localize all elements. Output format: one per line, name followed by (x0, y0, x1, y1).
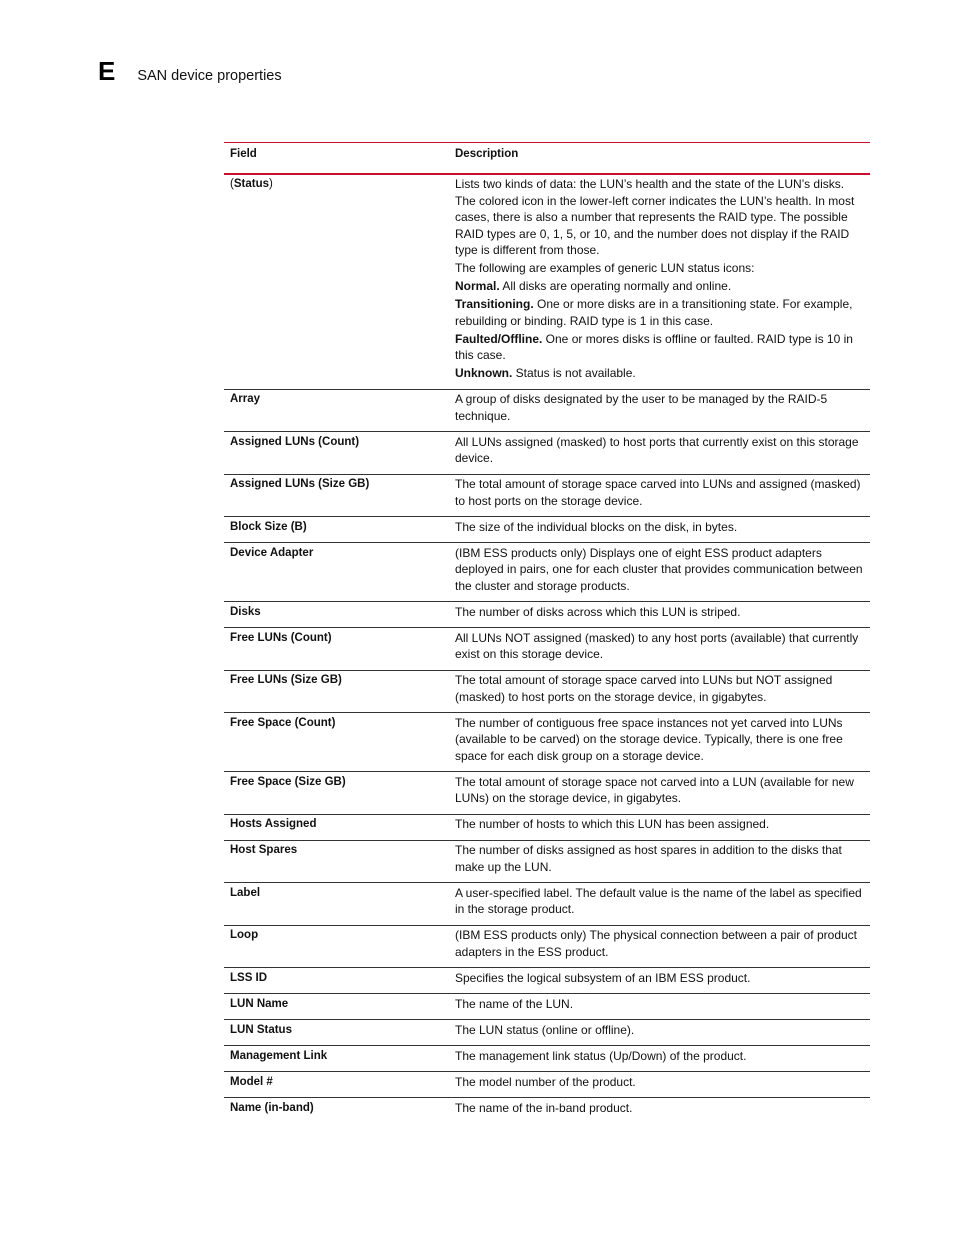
description-cell: (IBM ESS products only) The physical connection between a pair of product adapters in the ESS product. (449, 925, 870, 968)
description-cell: The name of the in-band product. (455, 1100, 633, 1115)
description-cell: Specifies the logical subsystem of an IBM ESS product. (449, 968, 870, 994)
page-header (98, 58, 282, 84)
description-cell: The number of disks across which this LUN is striped. (449, 602, 870, 628)
table-header-row (224, 143, 870, 174)
description-cell: The number of disks assigned as host spares in addition to the disks that make up the LUN. (449, 840, 870, 883)
field-cell (224, 174, 449, 390)
status-description-paragraph: Lists two kinds of data: the LUN’s health and the state of the LUN’s disks. The colored icon in the lower-left corner indicates the LUN’s health. In most cases, there is also a number that represents the RAID type. The possible RAID types are 0, 1, 5, or 10, and the number does not display if the RAID type is different from those. (455, 177, 855, 257)
description-cell: The management link status (Up/Down) of the product. (449, 1046, 870, 1072)
status-item-label: Transitioning. (455, 297, 534, 311)
field-cell: Name (in-band) (230, 1101, 314, 1114)
table-row (224, 474, 870, 517)
properties-table (224, 142, 870, 1123)
table-row (224, 628, 870, 671)
status-icons-intro: The following are examples of generic LUN status icons: (455, 261, 755, 275)
description-cell: A user-specified label. The default value is the name of the label as specified in the storage product. (449, 883, 870, 926)
description-cell: The model number of the product. (449, 1072, 870, 1098)
field-cell: LUN Name (224, 994, 449, 1020)
table-row (224, 432, 870, 475)
description-cell: The total amount of storage space carved into LUNs and assigned (masked) to host ports on the storage device. (449, 474, 870, 517)
status-item-text: One or more disks are in a transitioning state. For example, rebuilding or binding. RAID type is 1 in this case. (455, 297, 853, 328)
field-status-label: Status (233, 178, 269, 190)
status-item-transitioning (455, 296, 864, 329)
table-row-status (224, 174, 870, 390)
field-cell: Assigned LUNs (Count) (224, 432, 449, 475)
description-cell: The total amount of storage space not carved into a LUN (available for new LUNs) on the storage device, in gigabytes. (449, 772, 870, 815)
description-cell: The total amount of storage space carved into LUNs but NOT assigned (masked) to host ports on the storage device, in gigabytes. (449, 670, 870, 713)
table-row (224, 925, 870, 968)
table-row (224, 772, 870, 815)
appendix-letter: E (98, 56, 116, 86)
table-row (224, 840, 870, 883)
table-row (224, 1072, 870, 1098)
field-cell: Block Size (B) (224, 517, 449, 543)
field-paren-close: ) (269, 178, 273, 190)
description-cell: A group of disks designated by the user to be managed by the RAID-5 technique. (449, 389, 870, 432)
description-cell: The name of the LUN. (449, 994, 870, 1020)
table-row (224, 883, 870, 926)
field-cell: Free LUNs (Count) (224, 628, 449, 671)
status-item-label: Unknown. (455, 366, 513, 380)
status-item-faulted (455, 331, 864, 364)
description-column-header: Description (449, 143, 870, 174)
field-cell: Hosts Assigned (224, 814, 449, 840)
field-cell: Free Space (Size GB) (224, 772, 449, 815)
field-cell: Model # (224, 1072, 449, 1098)
status-item-unknown (455, 365, 864, 382)
description-cell: The number of contiguous free space instances not yet carved into LUNs (available to be carved) on the storage device. Typically, there is one free space for each disk group on a storage device. (449, 713, 870, 772)
field-cell: Assigned LUNs (Size GB) (224, 474, 449, 517)
table-row (224, 713, 870, 772)
status-item-text: Status is not available. (512, 366, 636, 380)
field-cell: LSS ID (224, 968, 449, 994)
field-cell: Array (224, 389, 449, 432)
table-row (224, 968, 870, 994)
field-cell: Device Adapter (224, 543, 449, 602)
field-cell: Management Link (224, 1046, 449, 1072)
status-item-label: Normal. (455, 279, 500, 293)
description-cell (449, 174, 870, 390)
table-row (224, 1046, 870, 1072)
status-item-normal (455, 278, 864, 295)
description-cell: The size of the individual blocks on the disk, in bytes. (449, 517, 870, 543)
status-item-label: Faulted/Offline. (455, 331, 543, 346)
table-row (224, 814, 870, 840)
description-cell: (IBM ESS products only) Displays one of eight ESS product adapters deployed in pairs, one for each cluster that provides communication between the cluster and storage products. (449, 543, 870, 602)
field-paren-open: ( (230, 178, 234, 190)
description-cell: All LUNs assigned (masked) to host ports that currently exist on this storage device. (449, 432, 870, 475)
table-row (224, 389, 870, 432)
table-row (224, 994, 870, 1020)
field-cell: Free LUNs (Size GB) (224, 670, 449, 713)
table-row (224, 517, 870, 543)
field-column-header: Field (224, 143, 449, 174)
section-title: SAN device properties (137, 68, 282, 84)
field-cell: Disks (224, 602, 449, 628)
field-cell: Label (224, 883, 449, 926)
table-row (224, 1020, 870, 1046)
description-cell: All LUNs NOT assigned (masked) to any host ports (available) that currently exist on this storage device. (449, 628, 870, 671)
field-cell: Host Spares (224, 840, 449, 883)
status-item-text: All disks are operating normally and online. (499, 279, 732, 293)
table-row (224, 1098, 870, 1124)
table-row (224, 543, 870, 602)
field-cell: Loop (224, 925, 449, 968)
table-row (224, 602, 870, 628)
description-cell: The number of hosts to which this LUN has been assigned. (449, 814, 870, 840)
table-row (224, 670, 870, 713)
field-cell: Free Space (Count) (224, 713, 449, 772)
description-cell: The LUN status (online or offline). (449, 1020, 870, 1046)
status-item-text: One or mores disks is offline or faulted. RAID type is 10 in this case. (455, 331, 853, 362)
field-cell: LUN Status (224, 1020, 449, 1046)
